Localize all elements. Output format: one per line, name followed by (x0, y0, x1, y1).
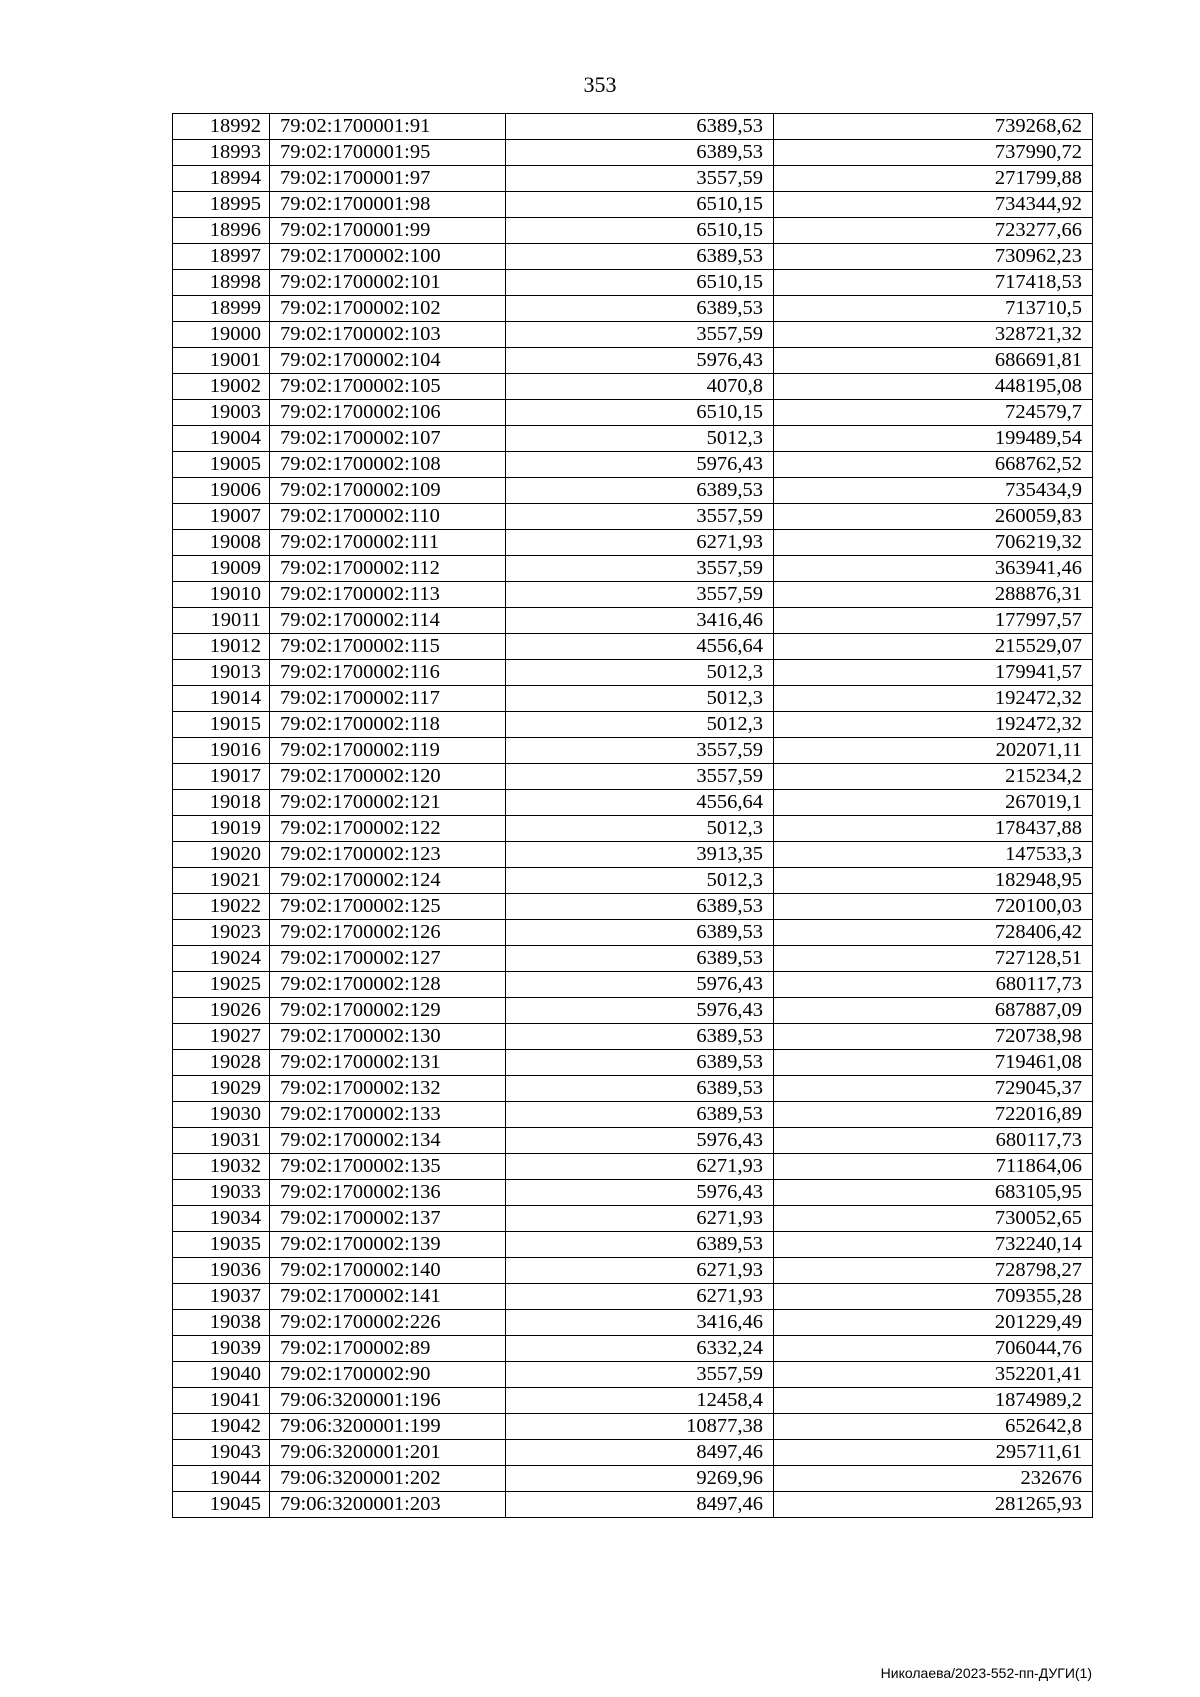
table-row (173, 1258, 1093, 1284)
row-number-cell: 19002 (173, 374, 270, 400)
area-cell: 6271,93 (506, 1284, 774, 1310)
row-number-cell: 19035 (173, 1232, 270, 1258)
cadastral-number-cell: 79:02:1700002:116 (270, 660, 506, 686)
table-row (173, 660, 1093, 686)
cadastral-number-cell: 79:06:3200001:203 (270, 1492, 506, 1518)
row-number-cell: 19005 (173, 452, 270, 478)
cadastral-number-cell: 79:02:1700002:89 (270, 1336, 506, 1362)
table-row (173, 1050, 1093, 1076)
cadastral-number-cell: 79:02:1700002:121 (270, 790, 506, 816)
row-number-cell: 19010 (173, 582, 270, 608)
area-cell: 5976,43 (506, 348, 774, 374)
value-cell: 215234,2 (774, 764, 1093, 790)
table-row (173, 296, 1093, 322)
cadastral-number-cell: 79:02:1700002:108 (270, 452, 506, 478)
area-cell: 6389,53 (506, 140, 774, 166)
table-row (173, 1310, 1093, 1336)
value-cell: 722016,89 (774, 1102, 1093, 1128)
cadastral-number-cell: 79:02:1700002:124 (270, 868, 506, 894)
area-cell: 3913,35 (506, 842, 774, 868)
cadastral-number-cell: 79:06:3200001:201 (270, 1440, 506, 1466)
row-number-cell: 19007 (173, 504, 270, 530)
row-number-cell: 19044 (173, 1466, 270, 1492)
row-number-cell: 19004 (173, 426, 270, 452)
cadastral-number-cell: 79:02:1700002:135 (270, 1154, 506, 1180)
cadastral-number-cell: 79:02:1700002:125 (270, 894, 506, 920)
value-cell: 199489,54 (774, 426, 1093, 452)
table-row (173, 1466, 1093, 1492)
table-row (173, 166, 1093, 192)
table-row (173, 1102, 1093, 1128)
cadastral-number-cell: 79:02:1700002:106 (270, 400, 506, 426)
cadastral-number-cell: 79:02:1700002:115 (270, 634, 506, 660)
row-number-cell: 19045 (173, 1492, 270, 1518)
area-cell: 5976,43 (506, 972, 774, 998)
area-cell: 6510,15 (506, 192, 774, 218)
value-cell: 668762,52 (774, 452, 1093, 478)
row-number-cell: 19023 (173, 920, 270, 946)
value-cell: 680117,73 (774, 1128, 1093, 1154)
table-row (173, 348, 1093, 374)
table-row (173, 764, 1093, 790)
table-row (173, 712, 1093, 738)
value-cell: 147533,3 (774, 842, 1093, 868)
area-cell: 6510,15 (506, 400, 774, 426)
value-cell: 706219,32 (774, 530, 1093, 556)
value-cell: 686691,81 (774, 348, 1093, 374)
table-row (173, 686, 1093, 712)
row-number-cell: 19011 (173, 608, 270, 634)
cadastral-number-cell: 79:02:1700002:103 (270, 322, 506, 348)
value-cell: 734344,92 (774, 192, 1093, 218)
cadastral-number-cell: 79:02:1700002:139 (270, 1232, 506, 1258)
row-number-cell: 19003 (173, 400, 270, 426)
table-row (173, 608, 1093, 634)
table-row (173, 270, 1093, 296)
row-number-cell: 19030 (173, 1102, 270, 1128)
table-row (173, 426, 1093, 452)
cadastral-number-cell: 79:06:3200001:196 (270, 1388, 506, 1414)
cadastral-number-cell: 79:02:1700002:109 (270, 478, 506, 504)
row-number-cell: 19028 (173, 1050, 270, 1076)
value-cell: 735434,9 (774, 478, 1093, 504)
cadastral-number-cell: 79:02:1700002:133 (270, 1102, 506, 1128)
area-cell: 6389,53 (506, 478, 774, 504)
row-number-cell: 19013 (173, 660, 270, 686)
value-cell: 192472,32 (774, 712, 1093, 738)
area-cell: 5012,3 (506, 712, 774, 738)
table-row (173, 1024, 1093, 1050)
value-cell: 363941,46 (774, 556, 1093, 582)
table-row (173, 218, 1093, 244)
area-cell: 6271,93 (506, 1206, 774, 1232)
cadastral-number-cell: 79:02:1700002:127 (270, 946, 506, 972)
row-number-cell: 18993 (173, 140, 270, 166)
area-cell: 5012,3 (506, 868, 774, 894)
cadastral-number-cell: 79:02:1700002:112 (270, 556, 506, 582)
table-row (173, 1284, 1093, 1310)
cadastral-number-cell: 79:02:1700001:95 (270, 140, 506, 166)
cadastral-number-cell: 79:02:1700002:130 (270, 1024, 506, 1050)
area-cell: 6389,53 (506, 1232, 774, 1258)
table-row (173, 582, 1093, 608)
area-cell: 9269,96 (506, 1466, 774, 1492)
value-cell: 711864,06 (774, 1154, 1093, 1180)
area-cell: 4556,64 (506, 790, 774, 816)
row-number-cell: 19033 (173, 1180, 270, 1206)
value-cell: 713710,5 (774, 296, 1093, 322)
area-cell: 5976,43 (506, 452, 774, 478)
table-row (173, 738, 1093, 764)
row-number-cell: 19039 (173, 1336, 270, 1362)
table-row (173, 1336, 1093, 1362)
cadastral-number-cell: 79:02:1700002:104 (270, 348, 506, 374)
cadastral-number-cell: 79:02:1700002:111 (270, 530, 506, 556)
table-row (173, 790, 1093, 816)
cadastral-number-cell: 79:02:1700002:137 (270, 1206, 506, 1232)
cadastral-number-cell: 79:02:1700002:140 (270, 1258, 506, 1284)
area-cell: 6389,53 (506, 894, 774, 920)
table-row (173, 946, 1093, 972)
value-cell: 192472,32 (774, 686, 1093, 712)
row-number-cell: 19025 (173, 972, 270, 998)
table-row (173, 1388, 1093, 1414)
area-cell: 5012,3 (506, 816, 774, 842)
area-cell: 6271,93 (506, 530, 774, 556)
area-cell: 6271,93 (506, 1154, 774, 1180)
row-number-cell: 19036 (173, 1258, 270, 1284)
table-row (173, 478, 1093, 504)
row-number-cell: 19040 (173, 1362, 270, 1388)
row-number-cell: 19008 (173, 530, 270, 556)
area-cell: 3557,59 (506, 166, 774, 192)
table-row (173, 1076, 1093, 1102)
area-cell: 10877,38 (506, 1414, 774, 1440)
table-row (173, 400, 1093, 426)
table-row (173, 1206, 1093, 1232)
cadastral-number-cell: 79:02:1700002:114 (270, 608, 506, 634)
value-cell: 687887,09 (774, 998, 1093, 1024)
value-cell: 728406,42 (774, 920, 1093, 946)
cadastral-number-cell: 79:02:1700002:100 (270, 244, 506, 270)
row-number-cell: 18998 (173, 270, 270, 296)
cadastral-number-cell: 79:02:1700002:141 (270, 1284, 506, 1310)
row-number-cell: 19014 (173, 686, 270, 712)
row-number-cell: 19009 (173, 556, 270, 582)
value-cell: 683105,95 (774, 1180, 1093, 1206)
cadastral-number-cell: 79:02:1700002:117 (270, 686, 506, 712)
area-cell: 5012,3 (506, 686, 774, 712)
table-row (173, 972, 1093, 998)
table-row (173, 842, 1093, 868)
value-cell: 652642,8 (774, 1414, 1093, 1440)
area-cell: 6389,53 (506, 920, 774, 946)
row-number-cell: 19027 (173, 1024, 270, 1050)
row-number-cell: 19016 (173, 738, 270, 764)
row-number-cell: 19031 (173, 1128, 270, 1154)
value-cell: 709355,28 (774, 1284, 1093, 1310)
row-number-cell: 19026 (173, 998, 270, 1024)
row-number-cell: 19015 (173, 712, 270, 738)
table-row (173, 920, 1093, 946)
value-cell: 201229,49 (774, 1310, 1093, 1336)
table-body (173, 114, 1093, 1518)
area-cell: 6510,15 (506, 270, 774, 296)
value-cell: 720100,03 (774, 894, 1093, 920)
area-cell: 4556,64 (506, 634, 774, 660)
area-cell: 5976,43 (506, 1180, 774, 1206)
row-number-cell: 19020 (173, 842, 270, 868)
value-cell: 723277,66 (774, 218, 1093, 244)
area-cell: 6332,24 (506, 1336, 774, 1362)
value-cell: 232676 (774, 1466, 1093, 1492)
value-cell: 352201,41 (774, 1362, 1093, 1388)
row-number-cell: 18996 (173, 218, 270, 244)
row-number-cell: 18999 (173, 296, 270, 322)
table-row (173, 1154, 1093, 1180)
value-cell: 680117,73 (774, 972, 1093, 998)
cadastral-number-cell: 79:06:3200001:199 (270, 1414, 506, 1440)
cadastral-number-cell: 79:02:1700002:123 (270, 842, 506, 868)
row-number-cell: 19019 (173, 816, 270, 842)
area-cell: 6389,53 (506, 1024, 774, 1050)
area-cell: 6271,93 (506, 1258, 774, 1284)
area-cell: 3416,46 (506, 1310, 774, 1336)
value-cell: 271799,88 (774, 166, 1093, 192)
cadastral-number-cell: 79:02:1700002:119 (270, 738, 506, 764)
cadastral-number-cell: 79:02:1700002:131 (270, 1050, 506, 1076)
cadastral-number-cell: 79:02:1700001:98 (270, 192, 506, 218)
cadastral-number-cell: 79:02:1700002:120 (270, 764, 506, 790)
table-row (173, 1232, 1093, 1258)
area-cell: 3416,46 (506, 608, 774, 634)
cadastral-number-cell: 79:02:1700002:128 (270, 972, 506, 998)
row-number-cell: 19018 (173, 790, 270, 816)
cadastral-number-cell: 79:02:1700002:113 (270, 582, 506, 608)
row-number-cell: 19006 (173, 478, 270, 504)
cadastral-number-cell: 79:02:1700002:226 (270, 1310, 506, 1336)
value-cell: 281265,93 (774, 1492, 1093, 1518)
value-cell: 739268,62 (774, 114, 1093, 140)
row-number-cell: 19017 (173, 764, 270, 790)
row-number-cell: 19042 (173, 1414, 270, 1440)
cadastral-number-cell: 79:02:1700002:101 (270, 270, 506, 296)
cadastral-number-cell: 79:02:1700002:126 (270, 920, 506, 946)
value-cell: 177997,57 (774, 608, 1093, 634)
row-number-cell: 18995 (173, 192, 270, 218)
value-cell: 448195,08 (774, 374, 1093, 400)
row-number-cell: 19000 (173, 322, 270, 348)
area-cell: 5012,3 (506, 426, 774, 452)
area-cell: 5012,3 (506, 660, 774, 686)
table-row (173, 244, 1093, 270)
area-cell: 6389,53 (506, 1102, 774, 1128)
row-number-cell: 18992 (173, 114, 270, 140)
area-cell: 6389,53 (506, 296, 774, 322)
table-row (173, 634, 1093, 660)
table-row (173, 504, 1093, 530)
row-number-cell: 19022 (173, 894, 270, 920)
area-cell: 3557,59 (506, 556, 774, 582)
area-cell: 3557,59 (506, 504, 774, 530)
table-row (173, 556, 1093, 582)
value-cell: 178437,88 (774, 816, 1093, 842)
table-row (173, 1180, 1093, 1206)
area-cell: 3557,59 (506, 582, 774, 608)
table-row (173, 998, 1093, 1024)
area-cell: 3557,59 (506, 738, 774, 764)
row-number-cell: 19029 (173, 1076, 270, 1102)
row-number-cell: 19012 (173, 634, 270, 660)
value-cell: 202071,11 (774, 738, 1093, 764)
table-row (173, 530, 1093, 556)
row-number-cell: 18994 (173, 166, 270, 192)
value-cell: 730052,65 (774, 1206, 1093, 1232)
cadastral-number-cell: 79:02:1700001:97 (270, 166, 506, 192)
table-row (173, 452, 1093, 478)
cadastral-number-cell: 79:02:1700001:91 (270, 114, 506, 140)
area-cell: 6510,15 (506, 218, 774, 244)
value-cell: 729045,37 (774, 1076, 1093, 1102)
row-number-cell: 19041 (173, 1388, 270, 1414)
table-row (173, 1362, 1093, 1388)
value-cell: 727128,51 (774, 946, 1093, 972)
table-row (173, 1492, 1093, 1518)
row-number-cell: 19032 (173, 1154, 270, 1180)
value-cell: 182948,95 (774, 868, 1093, 894)
table-row (173, 192, 1093, 218)
table-row (173, 140, 1093, 166)
area-cell: 6389,53 (506, 114, 774, 140)
value-cell: 706044,76 (774, 1336, 1093, 1362)
cadastral-number-cell: 79:02:1700002:129 (270, 998, 506, 1024)
area-cell: 4070,8 (506, 374, 774, 400)
value-cell: 737990,72 (774, 140, 1093, 166)
area-cell: 6389,53 (506, 1076, 774, 1102)
value-cell: 730962,23 (774, 244, 1093, 270)
cadastral-number-cell: 79:02:1700002:118 (270, 712, 506, 738)
row-number-cell: 19038 (173, 1310, 270, 1336)
cadastral-number-cell: 79:02:1700002:90 (270, 1362, 506, 1388)
area-cell: 3557,59 (506, 322, 774, 348)
area-cell: 5976,43 (506, 998, 774, 1024)
value-cell: 288876,31 (774, 582, 1093, 608)
area-cell: 12458,4 (506, 1388, 774, 1414)
row-number-cell: 19037 (173, 1284, 270, 1310)
row-number-cell: 19021 (173, 868, 270, 894)
table-row (173, 1414, 1093, 1440)
table-row (173, 868, 1093, 894)
area-cell: 3557,59 (506, 764, 774, 790)
cadastral-table (172, 113, 1093, 1518)
document-footer: Николаева/2023-552-пп-ДУГИ(1) (880, 1665, 1092, 1681)
cadastral-number-cell: 79:02:1700001:99 (270, 218, 506, 244)
value-cell: 179941,57 (774, 660, 1093, 686)
cadastral-number-cell: 79:02:1700002:102 (270, 296, 506, 322)
page-number: 353 (583, 72, 617, 97)
cadastral-number-cell: 79:02:1700002:107 (270, 426, 506, 452)
value-cell: 728798,27 (774, 1258, 1093, 1284)
table-row (173, 322, 1093, 348)
value-cell: 328721,32 (774, 322, 1093, 348)
cadastral-number-cell: 79:06:3200001:202 (270, 1466, 506, 1492)
table-row (173, 114, 1093, 140)
area-cell: 3557,59 (506, 1362, 774, 1388)
table-row (173, 374, 1093, 400)
value-cell: 260059,83 (774, 504, 1093, 530)
value-cell: 215529,07 (774, 634, 1093, 660)
table-row (173, 894, 1093, 920)
value-cell: 724579,7 (774, 400, 1093, 426)
area-cell: 6389,53 (506, 1050, 774, 1076)
value-cell: 717418,53 (774, 270, 1093, 296)
table-row (173, 816, 1093, 842)
row-number-cell: 19024 (173, 946, 270, 972)
cadastral-number-cell: 79:02:1700002:122 (270, 816, 506, 842)
table-row (173, 1440, 1093, 1466)
area-cell: 8497,46 (506, 1440, 774, 1466)
cadastral-number-cell: 79:02:1700002:132 (270, 1076, 506, 1102)
row-number-cell: 19043 (173, 1440, 270, 1466)
row-number-cell: 19001 (173, 348, 270, 374)
value-cell: 732240,14 (774, 1232, 1093, 1258)
cadastral-number-cell: 79:02:1700002:136 (270, 1180, 506, 1206)
value-cell: 719461,08 (774, 1050, 1093, 1076)
area-cell: 5976,43 (506, 1128, 774, 1154)
value-cell: 720738,98 (774, 1024, 1093, 1050)
area-cell: 6389,53 (506, 244, 774, 270)
row-number-cell: 19034 (173, 1206, 270, 1232)
value-cell: 295711,61 (774, 1440, 1093, 1466)
value-cell: 1874989,2 (774, 1388, 1093, 1414)
cadastral-number-cell: 79:02:1700002:134 (270, 1128, 506, 1154)
area-cell: 6389,53 (506, 946, 774, 972)
cadastral-number-cell: 79:02:1700002:105 (270, 374, 506, 400)
row-number-cell: 18997 (173, 244, 270, 270)
value-cell: 267019,1 (774, 790, 1093, 816)
table-row (173, 1128, 1093, 1154)
area-cell: 8497,46 (506, 1492, 774, 1518)
cadastral-number-cell: 79:02:1700002:110 (270, 504, 506, 530)
